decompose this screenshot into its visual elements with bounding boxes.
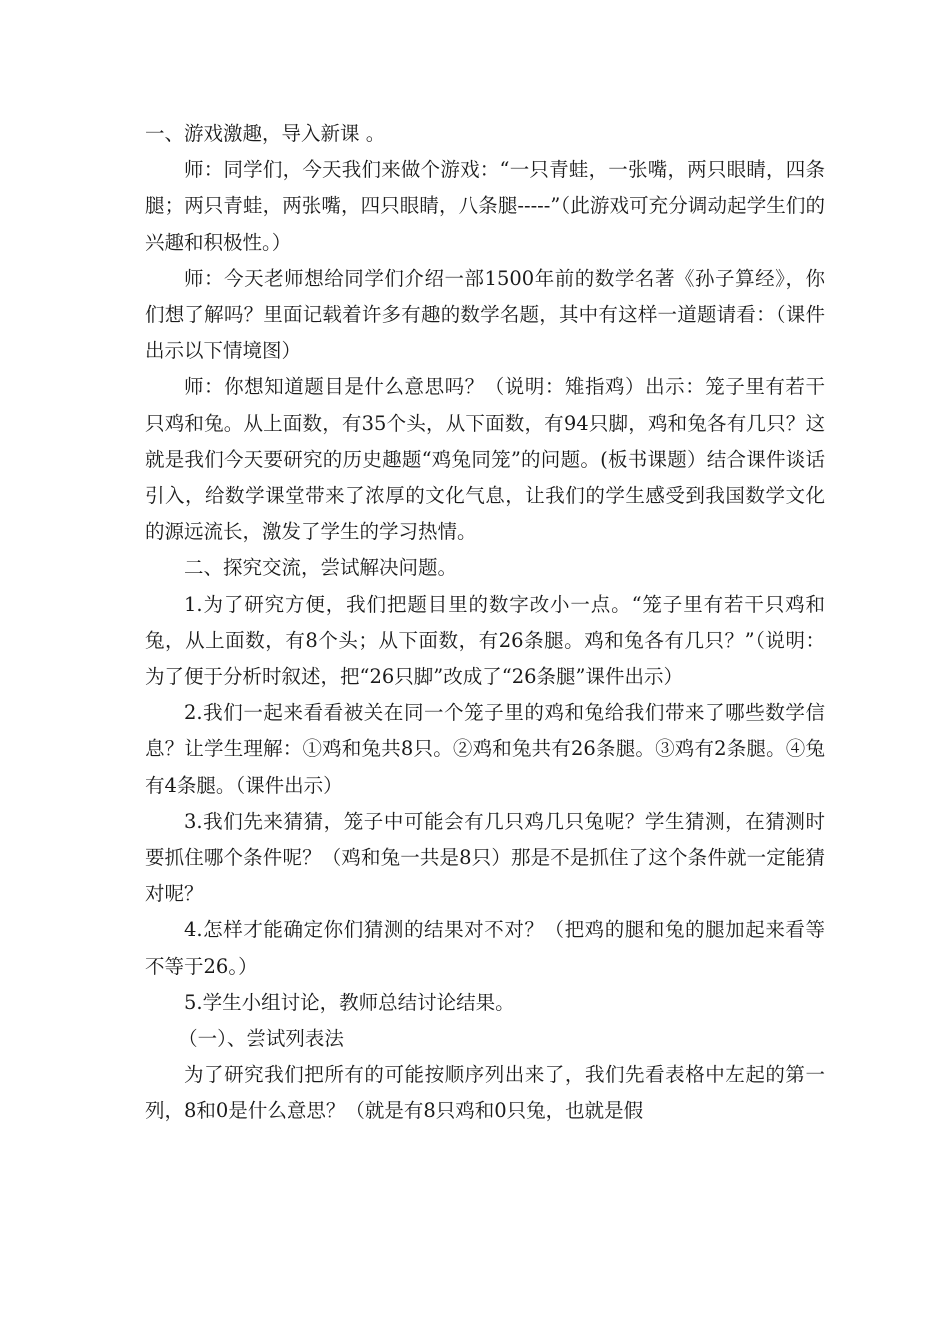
- paragraph-step-1: 1.为了研究方便，我们把题目里的数字改小一点。“笼子里有若干只鸡和兔，从上面数，有8个头；从下面数，有26条腿。鸡和兔各有几只？”（说明：为了便于分析时叙述，把“26只脚”改成了“26条腿”课件出示）: [145, 592, 825, 689]
- paragraph-step-4: 4.怎样才能确定你们猜测的结果对不对？（把鸡的腿和兔的腿加起来看等不等于26。）: [145, 918, 825, 978]
- paragraph-step-2: 2.我们一起来看看被关在同一个笼子里的鸡和兔给我们带来了哪些数学信息？让学生理解：①鸡和兔共8只。②鸡和兔共有26条腿。③鸡有2条腿。④兔有4条腿。（课件出示）: [145, 701, 825, 797]
- section-heading-1: 一、游戏激趣，导入新课 。: [145, 122, 386, 145]
- paragraph-sunzi-intro: 师：今天老师想给同学们介绍一部1500年前的数学名著《孙子算经》，你们想了解吗？里面记载着许多有趣的数学名题，其中有这样一道题请看：（课件出示以下情境图）: [145, 266, 825, 363]
- paragraph-problem-statement: 师：你想知道题目是什么意思吗？（说明：雉指鸡）出示：笼子里有若干只鸡和兔。从上面数，有35个头，从下面数，有94只脚，鸡和兔各有几只？这就是我们今天要研究的历史趣题“鸡兔同笼”的问题。(板书课题）结合课件谈话引入，给数学课堂带来了浓厚的文化气息，让我们的学生感受到我国数学文化的源远流长，激发了学生的学习热情。: [145, 375, 825, 544]
- subsection-heading-table-method: （一）、尝试列表法: [178, 1027, 344, 1051]
- section-heading-2: 二、探究交流，尝试解决问题。: [184, 556, 458, 580]
- paragraph-game-intro: 师：同学们，今天我们来做个游戏：“一只青蛙，一张嘴，两只眼睛，四条腿；两只青蛙，两张嘴，四只眼睛，八条腿-----”（此游戏可充分调动起学生们的兴趣和积极性。）: [145, 158, 825, 254]
- document-body: [145, 116, 825, 1130]
- paragraph-table-method: 为了研究我们把所有的可能按顺序列出来了，我们先看表格中左起的第一列，8和0是什么意思？（就是有8只鸡和0只兔，也就是假: [145, 1063, 825, 1123]
- paragraph-step-3: 3.我们先来猜猜，笼子中可能会有几只鸡几只兔呢？学生猜测，在猜测时要抓住哪个条件呢？（鸡和兔一共是8只）那是不是抓住了这个条件就一定能猜对呢？: [145, 809, 825, 906]
- paragraph-step-5: 5.学生小组讨论，教师总结讨论结果。: [184, 990, 515, 1014]
